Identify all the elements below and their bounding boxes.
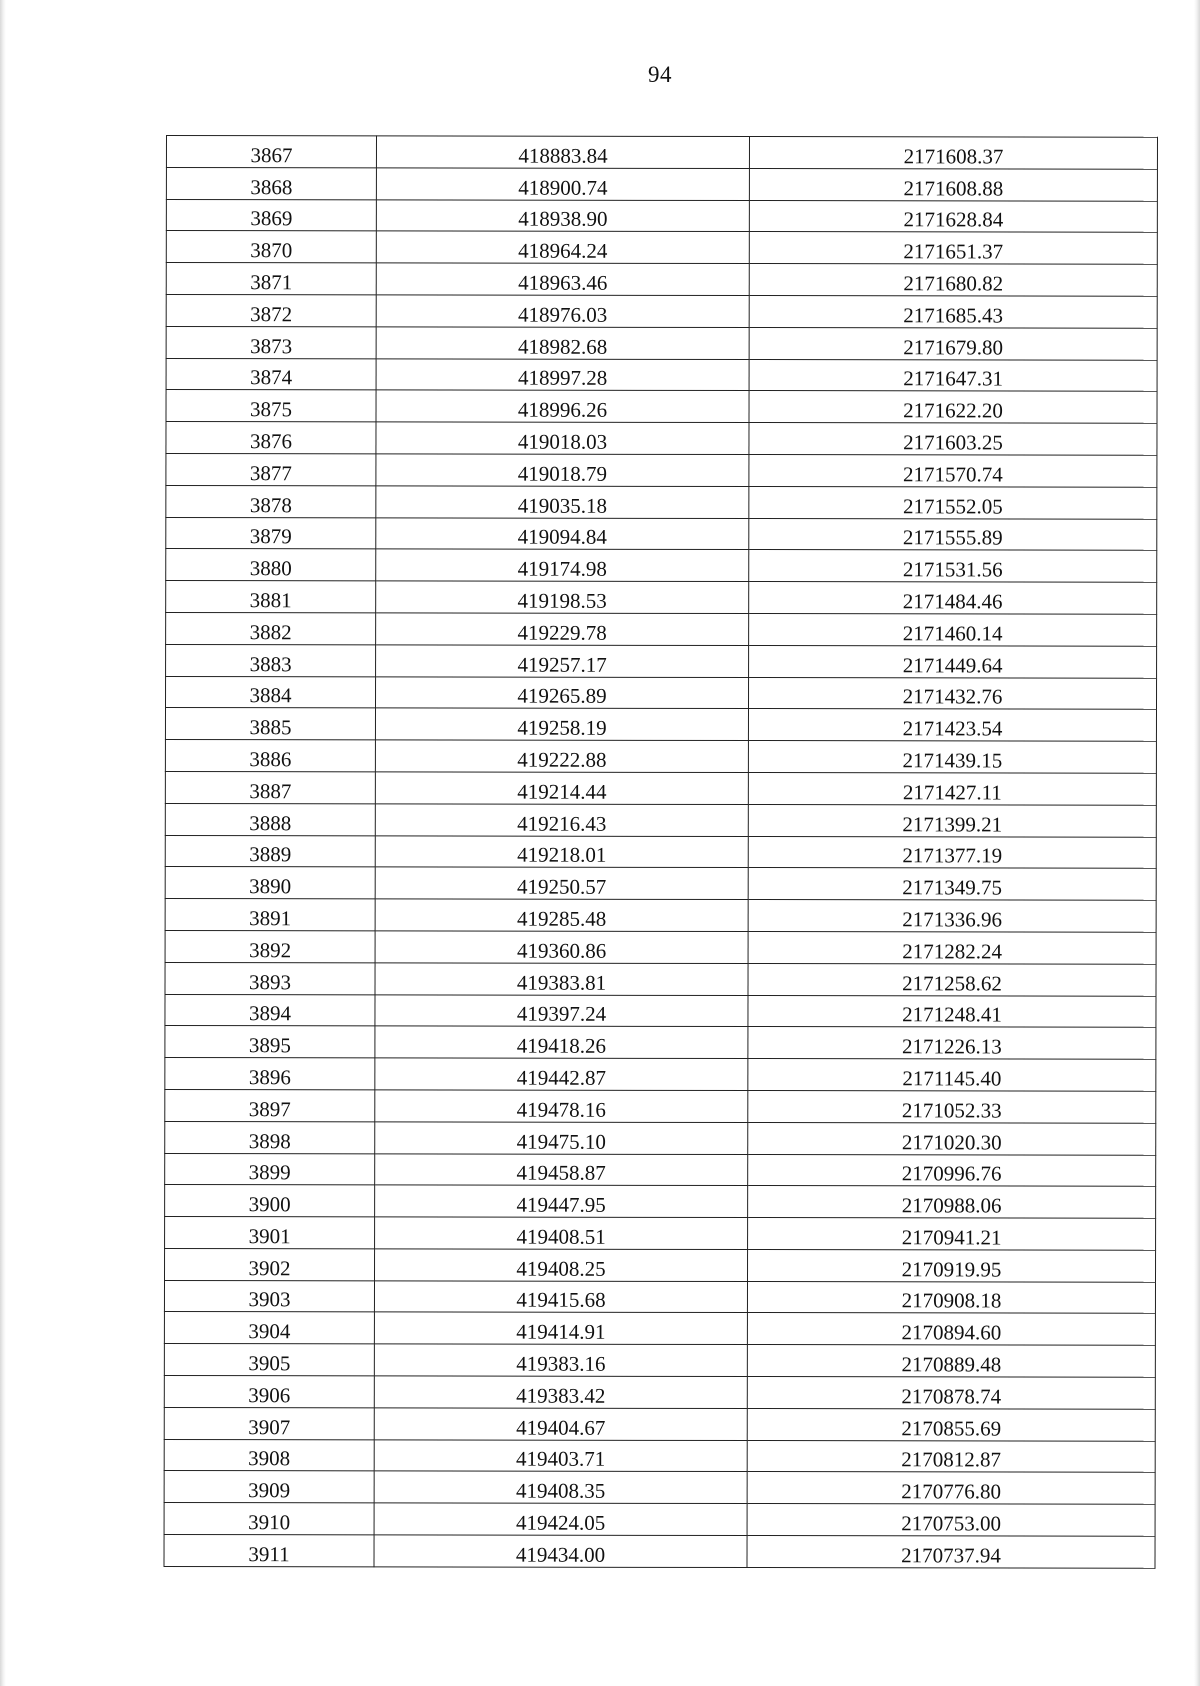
x-coordinate-cell: 419383.81 — [375, 963, 748, 995]
point-number-cell: 3901 — [165, 1217, 375, 1249]
table-row — [165, 1185, 1156, 1219]
y-coordinate-cell: 2171052.33 — [748, 1090, 1156, 1123]
point-number-cell: 3878 — [166, 485, 376, 517]
y-coordinate-cell: 2171647.31 — [749, 359, 1157, 392]
x-coordinate-cell: 418964.24 — [376, 231, 749, 263]
point-number-cell: 3881 — [166, 581, 376, 613]
point-number-cell: 3871 — [166, 263, 376, 295]
x-coordinate-cell: 419397.24 — [375, 994, 748, 1026]
x-coordinate-cell: 418996.26 — [376, 390, 749, 422]
x-coordinate-cell: 419434.00 — [374, 1535, 747, 1567]
point-number-cell: 3887 — [165, 771, 375, 803]
x-coordinate-cell: 419360.86 — [375, 931, 748, 963]
y-coordinate-cell: 2171145.40 — [748, 1059, 1156, 1092]
point-number-cell: 3902 — [165, 1248, 375, 1280]
x-coordinate-cell: 418938.90 — [376, 199, 749, 231]
x-coordinate-cell: 419229.78 — [376, 613, 749, 645]
table-row — [164, 1344, 1155, 1378]
y-coordinate-cell: 2171226.13 — [748, 1027, 1156, 1060]
coordinate-table — [164, 135, 1158, 1569]
table-row — [165, 740, 1156, 774]
x-coordinate-cell: 419403.71 — [374, 1440, 747, 1472]
table-row — [165, 899, 1156, 933]
table-row — [166, 612, 1157, 646]
point-number-cell: 3870 — [166, 231, 376, 263]
table-row — [165, 771, 1156, 805]
y-coordinate-cell: 2170878.74 — [747, 1377, 1155, 1410]
y-coordinate-cell: 2171432.76 — [748, 677, 1156, 710]
x-coordinate-cell: 419285.48 — [375, 899, 748, 931]
y-coordinate-cell: 2171685.43 — [749, 296, 1157, 329]
y-coordinate-cell: 2170776.80 — [747, 1472, 1155, 1505]
scan-edge-left — [0, 0, 6, 1686]
table-row — [165, 1058, 1156, 1092]
x-coordinate-cell: 419418.26 — [375, 1026, 748, 1058]
table-row — [166, 453, 1157, 487]
x-coordinate-cell: 419404.67 — [374, 1408, 747, 1440]
y-coordinate-cell: 2170941.21 — [748, 1218, 1156, 1251]
y-coordinate-cell: 2171460.14 — [749, 613, 1157, 646]
y-coordinate-cell: 2171399.21 — [748, 804, 1156, 837]
table-row — [166, 676, 1157, 710]
point-number-cell: 3874 — [166, 358, 376, 390]
point-number-cell: 3911 — [164, 1535, 374, 1567]
y-coordinate-cell: 2171608.88 — [749, 168, 1157, 201]
point-number-cell: 3885 — [165, 708, 375, 740]
x-coordinate-cell: 418997.28 — [376, 358, 749, 390]
point-number-cell: 3883 — [166, 644, 376, 676]
point-number-cell: 3892 — [165, 930, 375, 962]
x-coordinate-cell: 419214.44 — [375, 772, 748, 804]
point-number-cell: 3886 — [165, 740, 375, 772]
point-number-cell: 3899 — [165, 1153, 375, 1185]
table-row — [165, 803, 1156, 837]
x-coordinate-cell: 418963.46 — [376, 263, 749, 295]
table-row — [164, 1312, 1155, 1346]
x-coordinate-cell: 419222.88 — [375, 740, 748, 772]
table-row — [164, 1535, 1155, 1569]
x-coordinate-cell: 419415.68 — [374, 1281, 747, 1313]
point-number-cell: 3895 — [165, 1026, 375, 1058]
y-coordinate-cell: 2171555.89 — [749, 518, 1157, 551]
x-coordinate-cell: 418982.68 — [376, 327, 749, 359]
point-number-cell: 3889 — [165, 835, 375, 867]
point-number-cell: 3893 — [165, 962, 375, 994]
y-coordinate-cell: 2171282.24 — [748, 931, 1156, 964]
x-coordinate-cell: 419447.95 — [375, 1185, 748, 1217]
point-number-cell: 3888 — [165, 803, 375, 835]
y-coordinate-cell: 2170753.00 — [747, 1504, 1155, 1537]
y-coordinate-cell: 2171570.74 — [749, 454, 1157, 487]
table-row — [164, 1376, 1155, 1410]
point-number-cell: 3880 — [166, 549, 376, 581]
y-coordinate-cell: 2171608.37 — [749, 137, 1157, 170]
x-coordinate-cell: 419250.57 — [375, 867, 748, 899]
point-number-cell: 3903 — [164, 1280, 374, 1312]
x-coordinate-cell: 418900.74 — [376, 168, 749, 200]
table-row — [165, 1248, 1156, 1282]
point-number-cell: 3904 — [164, 1312, 374, 1344]
point-number-cell: 3876 — [166, 422, 376, 454]
point-number-cell: 3896 — [165, 1058, 375, 1090]
table-row — [164, 1439, 1155, 1473]
y-coordinate-cell: 2171248.41 — [748, 995, 1156, 1028]
y-coordinate-cell: 2171258.62 — [748, 963, 1156, 996]
table-row — [166, 549, 1157, 583]
point-number-cell: 3909 — [164, 1471, 374, 1503]
point-number-cell: 3882 — [166, 612, 376, 644]
point-number-cell: 3894 — [165, 994, 375, 1026]
y-coordinate-cell: 2170737.94 — [747, 1536, 1155, 1569]
y-coordinate-cell: 2171622.20 — [749, 391, 1157, 424]
y-coordinate-cell: 2171439.15 — [748, 741, 1156, 774]
table-row — [166, 517, 1157, 551]
x-coordinate-cell: 419383.42 — [374, 1376, 747, 1408]
table-row — [165, 962, 1156, 996]
table-row — [166, 231, 1157, 265]
x-coordinate-cell: 419442.87 — [375, 1058, 748, 1090]
table-row — [165, 1153, 1156, 1187]
point-number-cell: 3877 — [166, 453, 376, 485]
x-coordinate-cell: 419018.03 — [376, 422, 749, 454]
table-row — [165, 930, 1156, 964]
table-row — [166, 294, 1157, 328]
y-coordinate-cell: 2170919.95 — [748, 1249, 1156, 1282]
x-coordinate-cell: 419265.89 — [375, 676, 748, 708]
y-coordinate-cell: 2171484.46 — [749, 582, 1157, 615]
x-coordinate-cell: 418976.03 — [376, 295, 749, 327]
point-number-cell: 3875 — [166, 390, 376, 422]
point-number-cell: 3905 — [164, 1344, 374, 1376]
x-coordinate-cell: 419408.25 — [375, 1249, 748, 1281]
table-row — [164, 1280, 1155, 1314]
point-number-cell: 3910 — [164, 1503, 374, 1535]
coordinate-table-body — [164, 136, 1157, 1569]
point-number-cell: 3869 — [166, 199, 376, 231]
point-number-cell: 3906 — [164, 1376, 374, 1408]
y-coordinate-cell: 2171449.64 — [749, 645, 1157, 678]
table-row — [166, 390, 1157, 424]
y-coordinate-cell: 2170889.48 — [747, 1345, 1155, 1378]
point-number-cell: 3890 — [165, 867, 375, 899]
y-coordinate-cell: 2170855.69 — [747, 1408, 1155, 1441]
point-number-cell: 3898 — [165, 1121, 375, 1153]
scan-edge-right — [1194, 0, 1200, 1686]
table-row — [166, 644, 1157, 678]
x-coordinate-cell: 419018.79 — [376, 454, 749, 486]
table-row — [166, 422, 1157, 456]
table-row — [165, 1217, 1156, 1251]
x-coordinate-cell: 419408.35 — [374, 1471, 747, 1503]
x-coordinate-cell: 419035.18 — [376, 486, 749, 518]
x-coordinate-cell: 419094.84 — [376, 517, 749, 549]
table-row — [166, 326, 1157, 360]
y-coordinate-cell: 2171377.19 — [748, 836, 1156, 869]
y-coordinate-cell: 2170894.60 — [747, 1313, 1155, 1346]
table-row — [165, 994, 1156, 1028]
point-number-cell: 3908 — [164, 1439, 374, 1471]
table-row — [164, 1407, 1155, 1441]
table-row — [165, 708, 1156, 742]
table-row — [165, 1089, 1156, 1123]
y-coordinate-cell: 2171651.37 — [749, 232, 1157, 265]
table-row — [165, 867, 1156, 901]
y-coordinate-cell: 2171531.56 — [749, 550, 1157, 583]
point-number-cell: 3872 — [166, 294, 376, 326]
table-row — [165, 835, 1156, 869]
y-coordinate-cell: 2171427.11 — [748, 772, 1156, 805]
table-row — [166, 358, 1157, 392]
x-coordinate-cell: 418883.84 — [376, 136, 749, 168]
table-row — [165, 1121, 1156, 1155]
y-coordinate-cell: 2170996.76 — [748, 1154, 1156, 1187]
y-coordinate-cell: 2171336.96 — [748, 900, 1156, 933]
x-coordinate-cell: 419198.53 — [376, 581, 749, 613]
page-number: 94 — [648, 62, 672, 87]
x-coordinate-cell: 419424.05 — [374, 1503, 747, 1535]
table-row — [166, 581, 1157, 615]
point-number-cell: 3867 — [166, 136, 376, 168]
x-coordinate-cell: 419216.43 — [375, 804, 748, 836]
y-coordinate-cell: 2170988.06 — [748, 1186, 1156, 1219]
x-coordinate-cell: 419218.01 — [375, 835, 748, 867]
table-row — [166, 136, 1157, 170]
x-coordinate-cell: 419478.16 — [375, 1090, 748, 1122]
table-row — [166, 199, 1157, 233]
point-number-cell: 3900 — [165, 1185, 375, 1217]
x-coordinate-cell: 419414.91 — [374, 1312, 747, 1344]
y-coordinate-cell: 2170908.18 — [747, 1281, 1155, 1314]
point-number-cell: 3884 — [166, 676, 376, 708]
y-coordinate-cell: 2171552.05 — [749, 486, 1157, 519]
table-row — [166, 485, 1157, 519]
y-coordinate-cell: 2170812.87 — [747, 1440, 1155, 1473]
y-coordinate-cell: 2171349.75 — [748, 868, 1156, 901]
point-number-cell: 3891 — [165, 899, 375, 931]
table-row — [164, 1503, 1155, 1537]
table-row — [166, 167, 1157, 201]
y-coordinate-cell: 2171020.30 — [748, 1122, 1156, 1155]
y-coordinate-cell: 2171423.54 — [748, 709, 1156, 742]
point-number-cell: 3873 — [166, 326, 376, 358]
y-coordinate-cell: 2171603.25 — [749, 423, 1157, 456]
table-row — [166, 263, 1157, 297]
y-coordinate-cell: 2171679.80 — [749, 327, 1157, 360]
y-coordinate-cell: 2171628.84 — [749, 200, 1157, 233]
y-coordinate-cell: 2171680.82 — [749, 264, 1157, 297]
point-number-cell: 3868 — [166, 167, 376, 199]
x-coordinate-cell: 419257.17 — [376, 645, 749, 677]
table-row — [164, 1471, 1155, 1505]
x-coordinate-cell: 419258.19 — [375, 708, 748, 740]
x-coordinate-cell: 419475.10 — [375, 1122, 748, 1154]
point-number-cell: 3897 — [165, 1089, 375, 1121]
table-row — [165, 1026, 1156, 1060]
point-number-cell: 3907 — [164, 1407, 374, 1439]
x-coordinate-cell: 419408.51 — [375, 1217, 748, 1249]
point-number-cell: 3879 — [166, 517, 376, 549]
x-coordinate-cell: 419458.87 — [375, 1153, 748, 1185]
x-coordinate-cell: 419174.98 — [376, 549, 749, 581]
x-coordinate-cell: 419383.16 — [374, 1344, 747, 1376]
